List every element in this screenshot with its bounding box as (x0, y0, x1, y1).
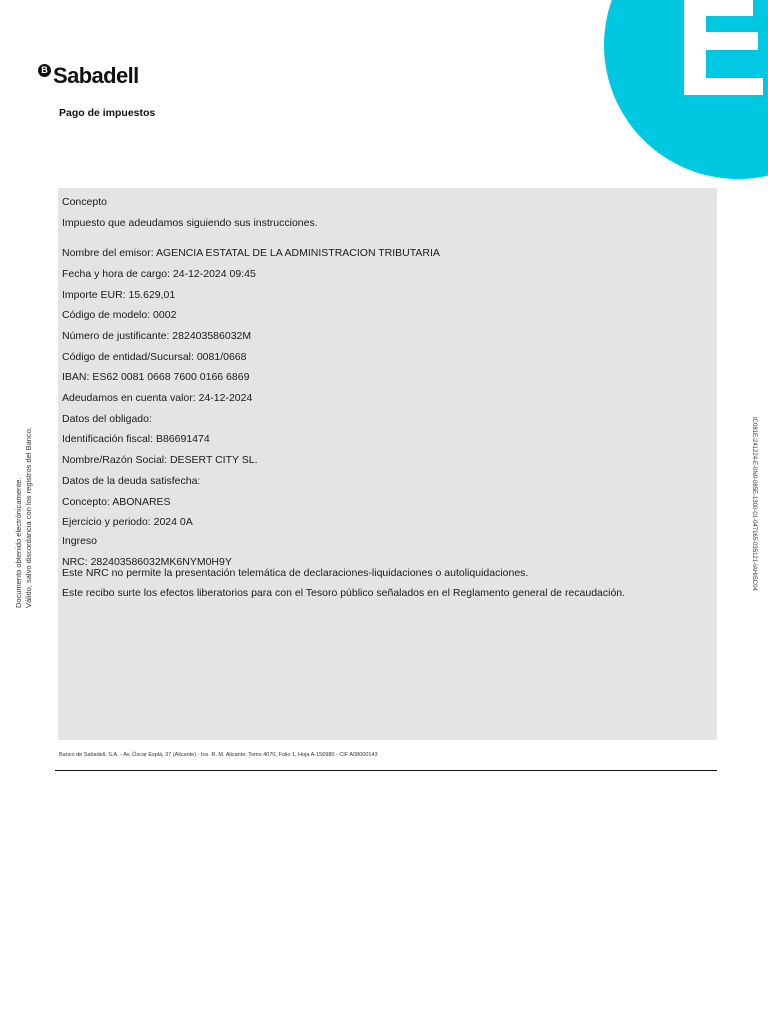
nrc-notice: Este NRC no permite la presentación telemática de declaraciones-liquidaciones o autoliquidaciones. (62, 567, 529, 579)
iban-line: IBAN: ES62 0081 0668 7600 0166 6869 (62, 371, 250, 383)
footer-divider (55, 770, 717, 771)
concepto-description: Impuesto que adeudamos siguiendo sus instrucciones. (62, 217, 318, 229)
logo-mark-icon: B (38, 64, 51, 77)
obligado-heading: Datos del obligado: (62, 413, 152, 425)
receipt-details-panel (58, 188, 717, 740)
side-reference-code: IC081E-241224-E-0N0-085E-1300-01-047165-035121-IAHISC04 (751, 417, 757, 591)
sabadell-logo (38, 63, 139, 89)
logo-wordmark: Sabadell (53, 63, 139, 88)
side-note-left (14, 408, 34, 608)
concepto-heading: Concepto (62, 196, 107, 208)
brand-letter-cutout (684, 0, 763, 95)
document-title: Pago de impuestos (59, 107, 156, 119)
razon-social-line: Nombre/Razón Social: DESERT CITY SL. (62, 454, 258, 466)
ingreso-line: Ingreso (62, 535, 98, 547)
deuda-heading: Datos de la deuda satisfecha: (62, 475, 201, 487)
fecha-cargo-line: Fecha y hora de cargo: 24-12-2024 09:45 (62, 268, 256, 280)
justificante-line: Número de justificante: 282403586032M (62, 330, 252, 342)
brand-b-shape-icon (548, 0, 768, 180)
importe-line: Importe EUR: 15.629,01 (62, 289, 176, 301)
identificacion-fiscal-line: Identificación fiscal: B86691474 (62, 433, 210, 445)
footer-legal-text: Banco de Sabadell, S.A. - Av. Óscar Esplá, 37 (Alicante) - Ins. R. M. Alicante, Tomo 4070, Folio 1, Hoja A-156980 - CIF A08000143 (59, 752, 378, 758)
entidad-sucursal-line: Código de entidad/Sucursal: 0081/0668 (62, 351, 247, 363)
valor-line: Adeudamos en cuenta valor: 24-12-2024 (62, 392, 253, 404)
emisor-line: Nombre del emisor: AGENCIA ESTATAL DE LA ADMINISTRACION TRIBUTARIA (62, 247, 440, 259)
concepto-deuda-line: Concepto: ABONARES (62, 496, 171, 508)
ejercicio-periodo-line: Ejercicio y periodo: 2024 0A (62, 516, 193, 528)
liberatory-notice: Este recibo surte los efectos liberatorios para con el Tesoro público señalados en el Reglamento general de recaudación. (62, 587, 626, 599)
side-note-line-1: Documento obtenido electrónicamente. (14, 477, 23, 608)
side-note-line-2: Válido, salvo discordancia con los registros del Banco. (24, 427, 33, 608)
nrc-line: NRC: 282403586032MK6NYM0H9Y (62, 556, 232, 568)
brand-decoration (548, 0, 768, 180)
codigo-modelo-line: Código de modelo: 0002 (62, 309, 177, 321)
